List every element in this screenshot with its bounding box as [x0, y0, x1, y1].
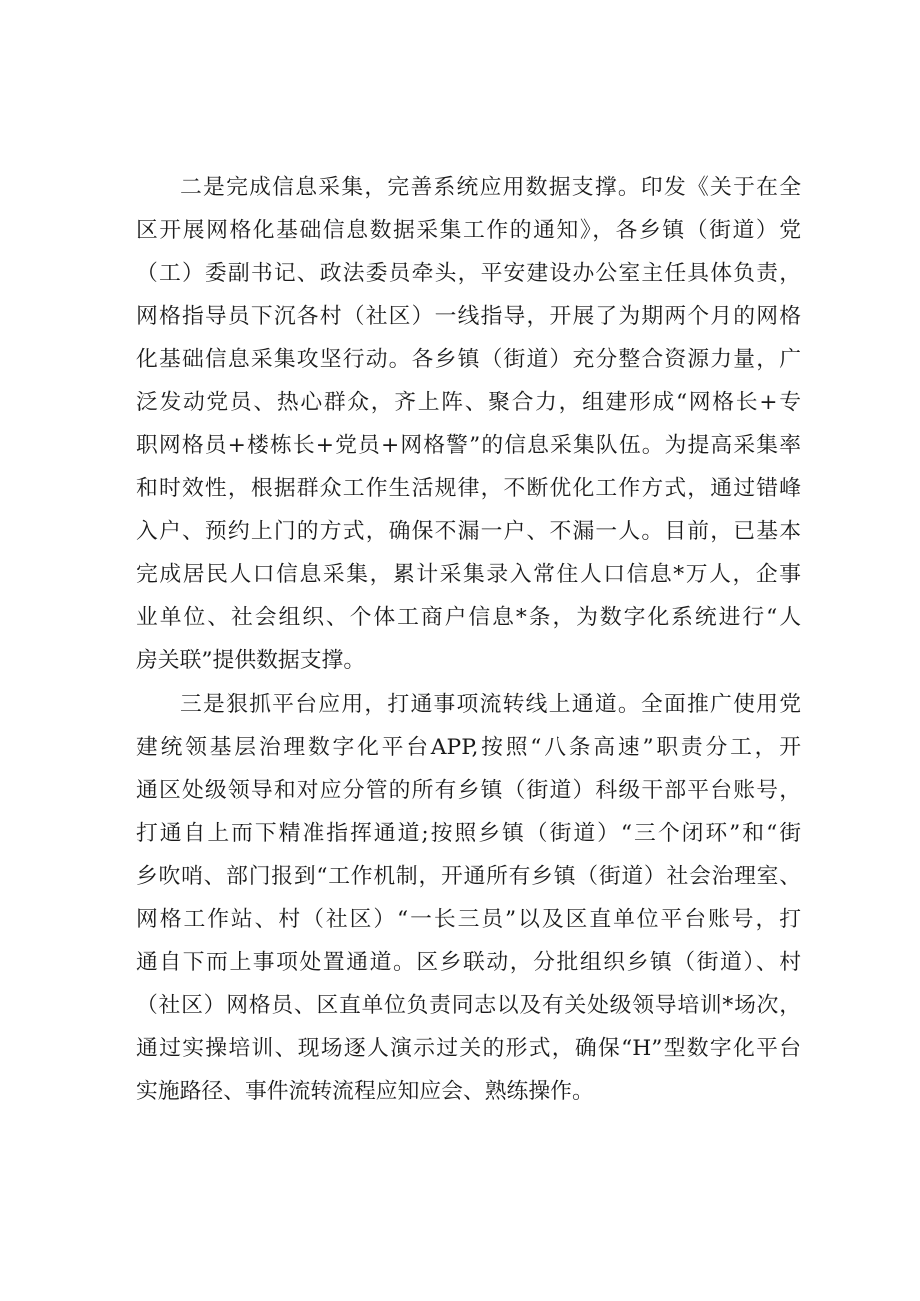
text-line: 业单位、社会组织、个体工商户信息*条，为数字化系统进行“人 [136, 605, 801, 630]
text-line: （工）委副书记、政法委员牵头，平安建设办公室主任具体负责， [136, 261, 801, 286]
text-line: 职网格员+楼栋长+党员+网格警”的信息采集队伍。为提高采集率 [136, 433, 801, 458]
text-line: 房关联”提供数据支撑。 [136, 648, 366, 673]
text-line: 建统领基层治理数字化平台APP,按照“八条高速”职责分工，开 [136, 735, 801, 760]
text-line: 通区处级领导和对应分管的所有乡镇（街道）科级干部平台账号， [136, 778, 801, 803]
text-line: 打通自上而下精准指挥通道;按照乡镇（街道）“三个闭环”和“街 [136, 821, 801, 846]
text-line: 实施路径、事件流转流程应知应会、熟练操作。 [136, 1079, 594, 1104]
text-line: 化基础信息采集攻坚行动。各乡镇（街道）充分整合资源力量，广 [136, 347, 801, 372]
text-line: 网格指导员下沉各村（社区）一线指导，开展了为期两个月的网格 [136, 304, 801, 329]
text-line: 入户、预约上门的方式，确保不漏一户、不漏一人。目前，已基本 [136, 519, 801, 544]
text-line: 二是完成信息采集，完善系统应用数据支撑。印发《关于在全 [180, 175, 801, 200]
text-line: 通过实操培训、现场逐人演示过关的形式，确保“H”型数字化平台 [136, 1036, 801, 1061]
text-line: 和时效性，根据群众工作生活规律，不断优化工作方式，通过错峰 [136, 476, 801, 501]
text-line: 网格工作站、村（社区）“一长三员”以及区直单位平台账号，打 [136, 907, 801, 932]
text-line: 泛发动党员、热心群众，齐上阵、聚合力，组建形成“网格长+专 [136, 390, 801, 415]
text-line: 区开展网格化基础信息数据采集工作的通知》，各乡镇（街道）党 [136, 218, 801, 243]
text-line: 通自下而上事项处置通道。区乡联动，分批组织乡镇（街道）、村 [136, 950, 801, 975]
text-line: 完成居民人口信息采集，累计采集录入常住人口信息*万人，企事 [136, 562, 801, 587]
text-line: 三是狠抓平台应用，打通事项流转线上通道。全面推广使用党 [180, 692, 801, 717]
text-line: （社区）网格员、区直单位负责同志以及有关处级领导培训*场次， [136, 993, 801, 1018]
text-line: 乡吹哨、部门报到“工作机制，开通所有乡镇（街道）社会治理室、 [136, 864, 801, 889]
